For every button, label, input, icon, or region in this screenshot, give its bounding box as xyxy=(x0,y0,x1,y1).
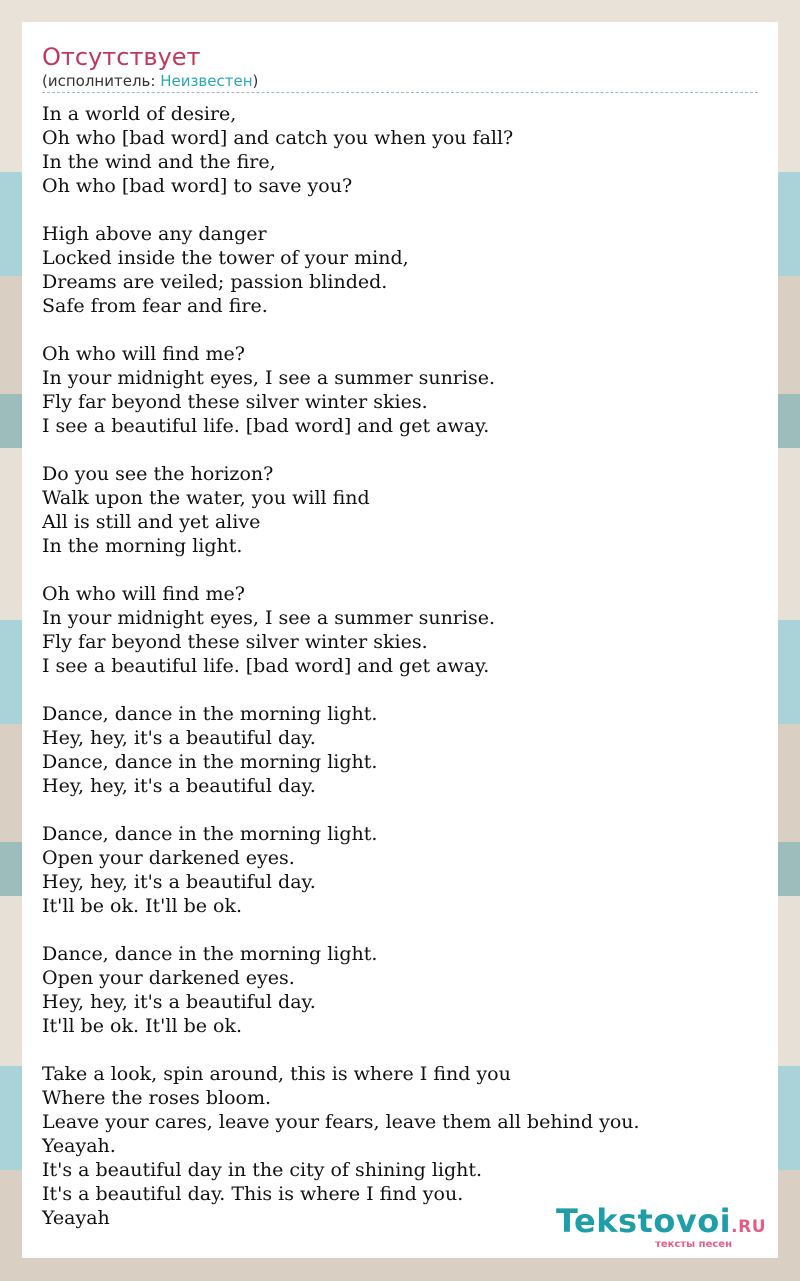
artist-prefix: (исполнитель: xyxy=(42,72,161,90)
lyrics-text: In a world of desire, Oh who [bad word] and catch you when you fall? In the wind and the fire, Oh who [bad word] to save you? High above any danger Locked inside the tower of your mind, Dreams are veiled; passion blinded. Safe from fear and fire. Oh who will find me? In your midnight eyes, I see a summer sunrise. Fly far beyond these silver winter skies. I see a beautiful life. [bad word] and get away. Do you see the horizon? Walk upon the water, you will find All is still and yet alive In the morning light. Oh who will find me? In your midnight eyes, I see a summer sunrise. Fly far beyond these silver winter skies. I see a beautiful life. [bad word] and get away. Dance, dance in the morning light. Hey, hey, it's a beautiful day. Dance, dance in the morning light. Hey, hey, it's a beautiful day. Dance, dance in the morning light. Open your darkened eyes. Hey, hey, it's a beautiful day. It'll be ok. It'll be ok. Dance, dance in the morning light. Open your darkened eyes. Hey, hey, it's a beautiful day. It'll be ok. It'll be ok. Take a look, spin around, this is where I find you Where the roses bloom. Leave your cares, leave your fears, leave them all behind you. Yeayah. It's a beautiful day in the city of shining light. It's a beautiful day. This is where I find you. Yeayah xyxy=(42,103,640,1229)
lyrics-card xyxy=(22,22,778,1258)
site-logo[interactable] xyxy=(556,1204,766,1250)
logo-wordmark xyxy=(556,1204,766,1244)
song-title: Отсутствует xyxy=(42,43,201,71)
artist-link[interactable]: Неизвестен xyxy=(160,72,253,90)
logo-tld: .RU xyxy=(731,1217,766,1237)
logo-name: Tekstovoi xyxy=(555,1202,732,1240)
artist-line xyxy=(42,72,758,93)
logo-tagline: тексты песен xyxy=(655,1239,732,1250)
artist-suffix: ) xyxy=(252,72,259,90)
